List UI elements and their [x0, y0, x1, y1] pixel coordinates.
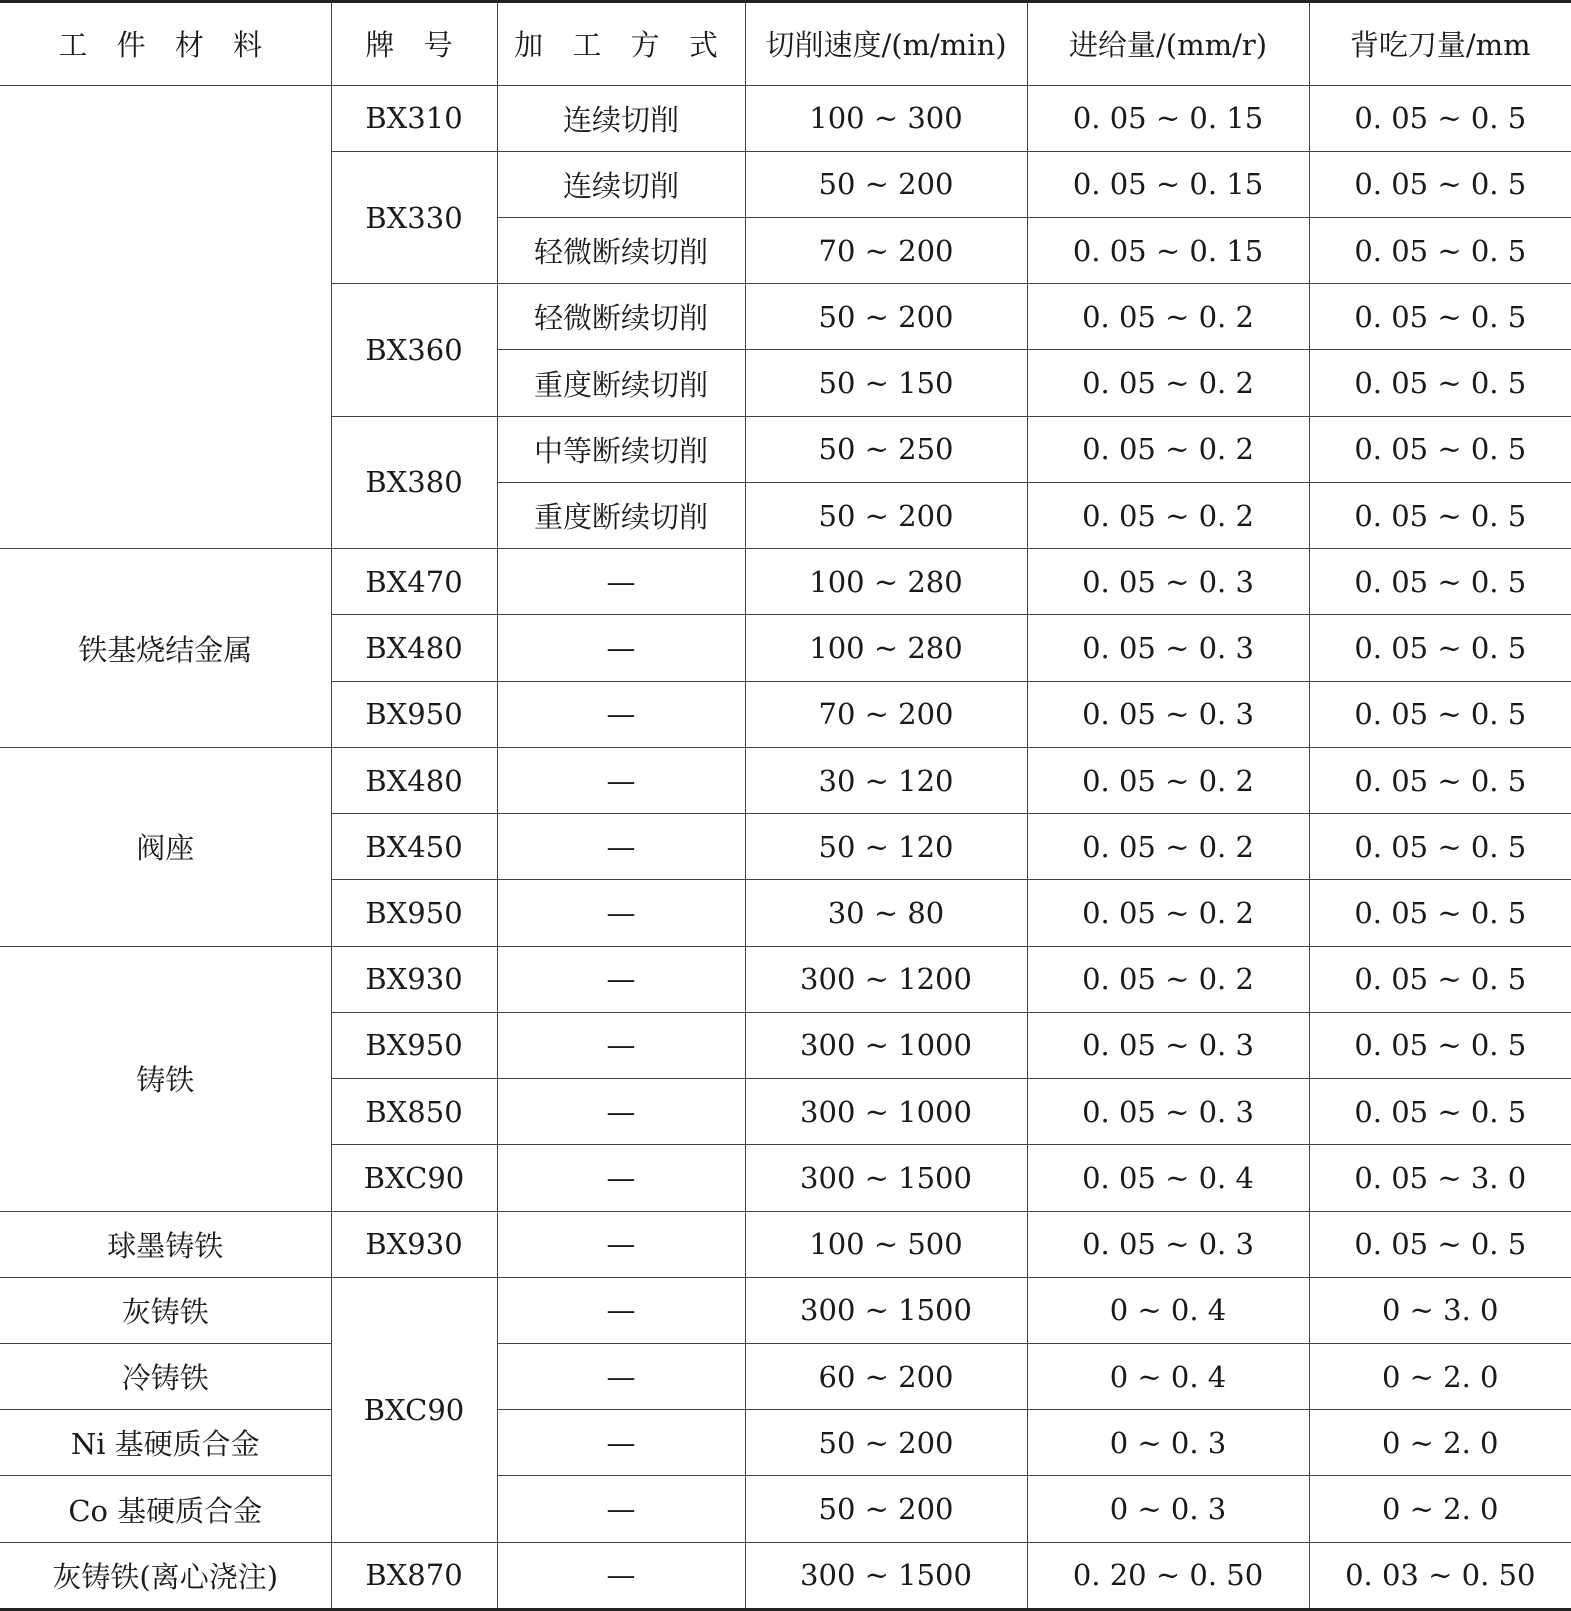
method-cell: — [497, 1542, 745, 1609]
depth-cell: 0. 05 ~ 0. 5 [1309, 1211, 1571, 1277]
speed-cell: 100 ~ 280 [745, 549, 1027, 615]
feed-cell: 0. 20 ~ 0. 50 [1027, 1542, 1309, 1609]
speed-cell: 100 ~ 280 [745, 615, 1027, 681]
grade-cell: BX480 [331, 615, 497, 681]
method-cell: — [497, 1145, 745, 1211]
grade-cell: BX930 [331, 1211, 497, 1277]
depth-cell: 0. 05 ~ 0. 5 [1309, 549, 1571, 615]
method-cell: 连续切削 [497, 85, 745, 151]
grade-cell: BX480 [331, 747, 497, 813]
method-cell: — [497, 1012, 745, 1078]
grade-cell: BXC90 [331, 1277, 497, 1542]
material-cell: 铸铁 [0, 946, 331, 1211]
header-feed: 进给量/(mm/r) [1027, 2, 1309, 86]
grade-cell: BX450 [331, 814, 497, 880]
speed-cell: 50 ~ 150 [745, 350, 1027, 416]
speed-cell: 50 ~ 120 [745, 814, 1027, 880]
speed-cell: 70 ~ 200 [745, 218, 1027, 284]
table-row [0, 747, 1571, 813]
table-row [0, 1344, 1571, 1410]
grade-cell: BX360 [331, 284, 497, 416]
header-row [0, 2, 1571, 86]
depth-cell: 0 ~ 2. 0 [1309, 1410, 1571, 1476]
table-row [0, 1410, 1571, 1476]
speed-cell: 30 ~ 80 [745, 880, 1027, 946]
method-cell: 轻微断续切削 [497, 284, 745, 350]
grade-cell: BXC90 [331, 1145, 497, 1211]
method-cell: 重度断续切削 [497, 482, 745, 548]
depth-cell: 0. 05 ~ 0. 5 [1309, 681, 1571, 747]
grade-cell: BX930 [331, 946, 497, 1012]
method-cell: 重度断续切削 [497, 350, 745, 416]
depth-cell: 0. 05 ~ 0. 5 [1309, 350, 1571, 416]
depth-cell: 0. 05 ~ 0. 5 [1309, 814, 1571, 880]
speed-cell: 300 ~ 1500 [745, 1542, 1027, 1609]
table-row [0, 1476, 1571, 1542]
grade-cell: BX950 [331, 880, 497, 946]
table-row [0, 1277, 1571, 1343]
depth-cell: 0 ~ 2. 0 [1309, 1344, 1571, 1410]
speed-cell: 300 ~ 1000 [745, 1012, 1027, 1078]
feed-cell: 0 ~ 0. 3 [1027, 1410, 1309, 1476]
material-cell: 球墨铸铁 [0, 1211, 331, 1277]
feed-cell: 0. 05 ~ 0. 2 [1027, 416, 1309, 482]
table-row [0, 1542, 1571, 1609]
method-cell: 中等断续切削 [497, 416, 745, 482]
depth-cell: 0. 05 ~ 0. 5 [1309, 747, 1571, 813]
feed-cell: 0. 05 ~ 0. 2 [1027, 747, 1309, 813]
feed-cell: 0 ~ 0. 3 [1027, 1476, 1309, 1542]
speed-cell: 50 ~ 200 [745, 1476, 1027, 1542]
feed-cell: 0. 05 ~ 0. 3 [1027, 549, 1309, 615]
material-cell: 铁基烧结金属 [0, 549, 331, 748]
speed-cell: 60 ~ 200 [745, 1344, 1027, 1410]
feed-cell: 0 ~ 0. 4 [1027, 1277, 1309, 1343]
depth-cell: 0. 05 ~ 0. 5 [1309, 416, 1571, 482]
speed-cell: 300 ~ 1500 [745, 1145, 1027, 1211]
feed-cell: 0. 05 ~ 0. 3 [1027, 1211, 1309, 1277]
header-material: 工 件 材 料 [0, 2, 331, 86]
grade-cell: BX380 [331, 416, 497, 548]
feed-cell: 0. 05 ~ 0. 4 [1027, 1145, 1309, 1211]
feed-cell: 0. 05 ~ 0. 2 [1027, 946, 1309, 1012]
material-cell [0, 85, 331, 549]
speed-cell: 50 ~ 200 [745, 284, 1027, 350]
table-row [0, 85, 1571, 151]
feed-cell: 0. 05 ~ 0. 15 [1027, 85, 1309, 151]
header-grade: 牌 号 [331, 2, 497, 86]
speed-cell: 100 ~ 500 [745, 1211, 1027, 1277]
feed-cell: 0. 05 ~ 0. 2 [1027, 880, 1309, 946]
speed-cell: 50 ~ 200 [745, 482, 1027, 548]
depth-cell: 0 ~ 3. 0 [1309, 1277, 1571, 1343]
method-cell: — [497, 1211, 745, 1277]
depth-cell: 0. 05 ~ 0. 5 [1309, 1079, 1571, 1145]
speed-cell: 300 ~ 1200 [745, 946, 1027, 1012]
depth-cell: 0. 05 ~ 0. 5 [1309, 1012, 1571, 1078]
method-cell: — [497, 681, 745, 747]
grade-cell: BX870 [331, 1542, 497, 1609]
material-cell: 冷铸铁 [0, 1344, 331, 1410]
table-row [0, 946, 1571, 1012]
depth-cell: 0. 05 ~ 0. 5 [1309, 284, 1571, 350]
method-cell: 轻微断续切削 [497, 218, 745, 284]
speed-cell: 100 ~ 300 [745, 85, 1027, 151]
depth-cell: 0 ~ 2. 0 [1309, 1476, 1571, 1542]
grade-cell: BX310 [331, 85, 497, 151]
header-depth: 背吃刀量/mm [1309, 2, 1571, 86]
method-cell: — [497, 1079, 745, 1145]
table-row [0, 549, 1571, 615]
material-cell: 阀座 [0, 747, 331, 946]
feed-cell: 0. 05 ~ 0. 3 [1027, 1012, 1309, 1078]
feed-cell: 0. 05 ~ 0. 15 [1027, 151, 1309, 217]
method-cell: — [497, 615, 745, 681]
header-speed: 切削速度/(m/min) [745, 2, 1027, 86]
method-cell: — [497, 814, 745, 880]
feed-cell: 0. 05 ~ 0. 2 [1027, 482, 1309, 548]
grade-cell: BX850 [331, 1079, 497, 1145]
depth-cell: 0. 05 ~ 0. 5 [1309, 615, 1571, 681]
depth-cell: 0. 05 ~ 0. 5 [1309, 946, 1571, 1012]
grade-cell: BX950 [331, 681, 497, 747]
feed-cell: 0. 05 ~ 0. 2 [1027, 284, 1309, 350]
method-cell: — [497, 946, 745, 1012]
feed-cell: 0. 05 ~ 0. 15 [1027, 218, 1309, 284]
method-cell: — [497, 880, 745, 946]
feed-cell: 0. 05 ~ 0. 3 [1027, 615, 1309, 681]
method-cell: 连续切削 [497, 151, 745, 217]
material-cell: Co 基硬质合金 [0, 1476, 331, 1542]
header-method: 加 工 方 式 [497, 2, 745, 86]
feed-cell: 0. 05 ~ 0. 3 [1027, 1079, 1309, 1145]
depth-cell: 0. 05 ~ 0. 5 [1309, 151, 1571, 217]
material-cell: 灰铸铁 [0, 1277, 331, 1343]
speed-cell: 50 ~ 250 [745, 416, 1027, 482]
table-body [0, 2, 1571, 1610]
method-cell: — [497, 1476, 745, 1542]
depth-cell: 0. 05 ~ 0. 5 [1309, 218, 1571, 284]
depth-cell: 0. 05 ~ 0. 5 [1309, 482, 1571, 548]
speed-cell: 300 ~ 1500 [745, 1277, 1027, 1343]
depth-cell: 0. 03 ~ 0. 50 [1309, 1542, 1571, 1609]
method-cell: — [497, 1344, 745, 1410]
material-cell: Ni 基硬质合金 [0, 1410, 331, 1476]
feed-cell: 0. 05 ~ 0. 3 [1027, 681, 1309, 747]
depth-cell: 0. 05 ~ 0. 5 [1309, 880, 1571, 946]
feed-cell: 0. 05 ~ 0. 2 [1027, 814, 1309, 880]
method-cell: — [497, 1410, 745, 1476]
depth-cell: 0. 05 ~ 0. 5 [1309, 85, 1571, 151]
speed-cell: 50 ~ 200 [745, 1410, 1027, 1476]
method-cell: — [497, 1277, 745, 1343]
method-cell: — [497, 549, 745, 615]
material-cell: 灰铸铁(离心浇注) [0, 1542, 331, 1609]
speed-cell: 30 ~ 120 [745, 747, 1027, 813]
method-cell: — [497, 747, 745, 813]
grade-cell: BX330 [331, 151, 497, 283]
feed-cell: 0 ~ 0. 4 [1027, 1344, 1309, 1410]
speed-cell: 300 ~ 1000 [745, 1079, 1027, 1145]
table-row [0, 1211, 1571, 1277]
grade-cell: BX950 [331, 1012, 497, 1078]
speed-cell: 50 ~ 200 [745, 151, 1027, 217]
depth-cell: 0. 05 ~ 3. 0 [1309, 1145, 1571, 1211]
speed-cell: 70 ~ 200 [745, 681, 1027, 747]
feed-cell: 0. 05 ~ 0. 2 [1027, 350, 1309, 416]
grade-cell: BX470 [331, 549, 497, 615]
